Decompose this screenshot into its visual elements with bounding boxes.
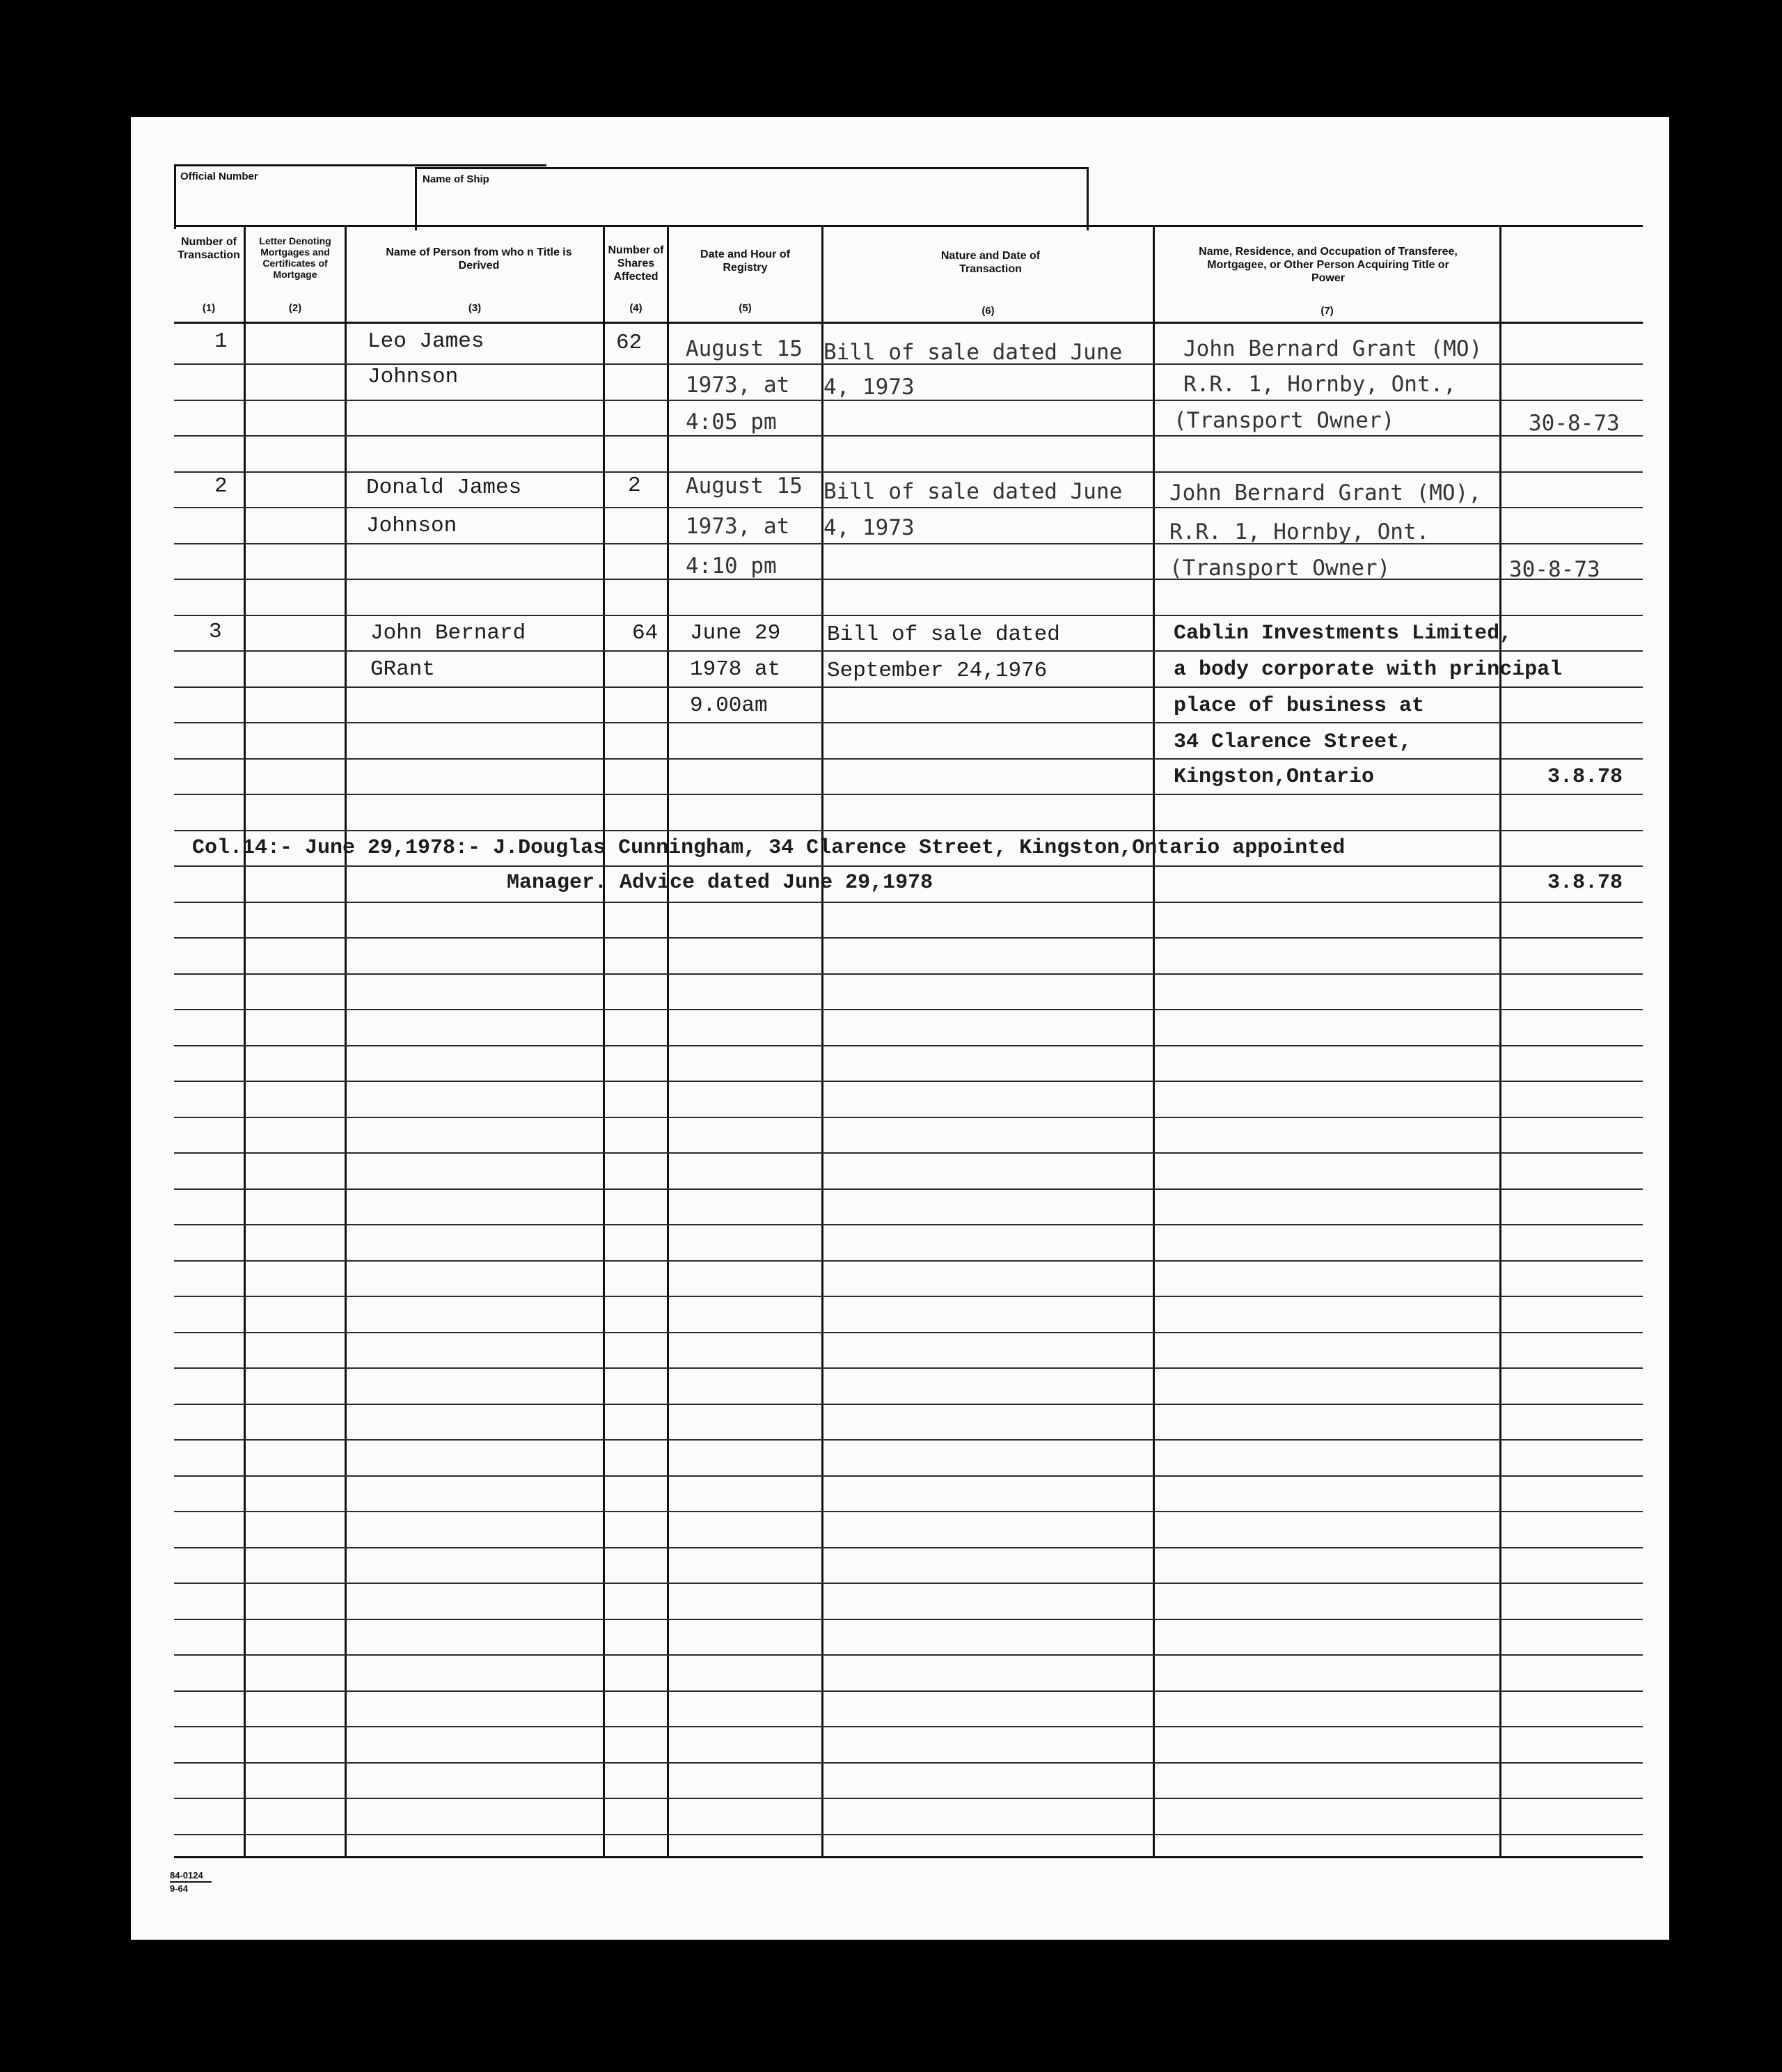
entry-2-registry-line-2: 1973, at — [686, 514, 790, 539]
ruled-line — [174, 1511, 1643, 1512]
ruled-line — [174, 471, 1643, 473]
entry-3-transferee-line-4: 34 Clarence Street, — [1174, 730, 1412, 754]
ruled-line — [174, 1726, 1643, 1727]
ruled-line — [174, 902, 1643, 903]
table-top-rule — [174, 225, 1643, 227]
entry-2-shares: 2 — [628, 473, 641, 498]
column-number-2: (2) — [288, 302, 302, 314]
entry-2-from-line-1: Donald James — [366, 476, 522, 500]
column-header-7: Name, Residence, and Occupation of Transferee, Mortgagee, or Other Person Acquiring Title or Power — [1199, 246, 1458, 284]
ruled-line — [174, 615, 1643, 616]
note-line-1: Col.14:- June 29,1978:- J.Douglas Cunningham, 34 Clarence Street, Kingston,Ontario appointed — [192, 836, 1346, 860]
register-page — [131, 117, 1669, 1940]
entry-1-registry-line-3: 4:05 pm — [686, 409, 777, 434]
ruled-line — [174, 794, 1643, 795]
ruled-line — [174, 1834, 1643, 1835]
entry-3-registry-line-3: 9.00am — [690, 693, 768, 718]
entry-3-number: 3 — [209, 620, 222, 644]
ruled-line — [174, 865, 1643, 867]
ruled-line — [174, 722, 1643, 723]
column-number-7: (7) — [1320, 305, 1334, 317]
ruled-line — [174, 1188, 1643, 1190]
ruled-line — [174, 1439, 1643, 1441]
entry-1-from-line-2: Johnson — [368, 365, 459, 389]
ruled-line — [174, 1619, 1643, 1620]
ruled-line — [174, 973, 1643, 975]
entry-3-transferee-line-2: a body corporate with principal — [1174, 658, 1563, 682]
entry-3-transferee-line-5: Kingston,Ontario — [1174, 765, 1375, 789]
ruled-line — [174, 1654, 1643, 1656]
entry-3-registry-line-1: June 29 — [690, 621, 781, 645]
col-divider-4 — [667, 225, 669, 1858]
column-number-3: (3) — [468, 302, 482, 314]
entry-1-transferee-line-2: R.R. 1, Hornby, Ont., — [1183, 372, 1456, 397]
form-number: 84-0124 9-64 — [170, 1870, 212, 1894]
entry-3-nature-line-1: Bill of sale dated — [827, 622, 1060, 647]
col-divider-5 — [821, 225, 823, 1858]
column-number-1: (1) — [202, 302, 216, 314]
ruled-line — [174, 400, 1643, 401]
entry-2-nature-line-2: 4, 1973 — [823, 515, 915, 540]
entry-1-number: 1 — [214, 329, 228, 354]
form-number-rule — [170, 1881, 212, 1883]
entry-1-nature-line-2: 4, 1973 — [823, 375, 915, 400]
ruled-line — [174, 1583, 1643, 1584]
ruled-line — [174, 1117, 1643, 1118]
entry-2-transferee-line-2: R.R. 1, Hornby, Ont. — [1169, 519, 1430, 544]
column-number-6: (6) — [981, 305, 995, 317]
entry-2-number: 2 — [214, 474, 228, 499]
col-divider-3 — [603, 225, 605, 1858]
entry-1-registry-line-2: 1973, at — [686, 372, 790, 398]
ruled-line — [174, 937, 1643, 939]
entry-3-registry-line-2: 1978 at — [690, 657, 781, 682]
ruled-line — [174, 435, 1643, 437]
entry-2-transferee-line-1: John Bernard Grant (MO), — [1169, 480, 1481, 505]
entry-3-shares: 64 — [632, 621, 659, 645]
col-divider-7 — [1499, 225, 1501, 1858]
note-init: 3.8.78 — [1547, 871, 1623, 895]
entry-1-registry-line-1: August 15 — [686, 336, 803, 361]
col-divider-2 — [345, 225, 347, 1858]
entry-2-registry-line-1: August 15 — [686, 473, 803, 499]
entry-1-shares: 62 — [616, 331, 642, 355]
col-divider-1 — [244, 225, 246, 1858]
ruled-line — [174, 1260, 1643, 1262]
column-number-5: (5) — [739, 302, 752, 314]
col-divider-6 — [1153, 225, 1155, 1858]
ruled-line — [174, 1367, 1643, 1369]
name-of-ship-label: Name of Ship — [423, 173, 489, 185]
official-number-label: Official Number — [180, 171, 258, 182]
entry-2-registry-line-3: 4:10 pm — [686, 554, 777, 579]
entry-1-nature-line-1: Bill of sale dated June — [823, 340, 1123, 365]
entry-2-from-line-2: Johnson — [366, 514, 457, 538]
entry-3-from-line-2: GRant — [370, 657, 436, 682]
table-header-rule — [174, 322, 1643, 324]
entry-1-transferee-line-3: (Transport Owner) — [1174, 408, 1395, 433]
ruled-line — [174, 507, 1643, 508]
entry-2-transferee-line-3: (Transport Owner) — [1169, 556, 1391, 581]
ruled-line — [174, 1798, 1643, 1799]
column-header-6: Nature and Date of Transaction — [940, 250, 1041, 275]
ruled-line — [174, 1081, 1643, 1082]
ruled-line — [174, 1404, 1643, 1405]
entry-3-init: 3.8.78 — [1547, 765, 1623, 789]
entry-1-init: 30-8-73 — [1529, 411, 1620, 436]
table-bottom-rule — [174, 1856, 1643, 1858]
entry-2-nature-line-1: Bill of sale dated June — [823, 479, 1123, 504]
entry-3-transferee-line-1: Cablin Investments Limited, — [1174, 622, 1513, 645]
name-of-ship-box — [415, 167, 1089, 230]
entry-1-transferee-line-1: John Bernard Grant (MO) — [1183, 336, 1483, 361]
ruled-line — [174, 1224, 1643, 1225]
ruled-line — [174, 1009, 1643, 1010]
ruled-line — [174, 1296, 1643, 1297]
ruled-line — [174, 1152, 1643, 1154]
entry-2-init: 30-8-73 — [1509, 557, 1600, 582]
entry-3-from-line-1: John Bernard — [370, 621, 526, 645]
entry-3-nature-line-2: September 24,1976 — [827, 659, 1048, 683]
ruled-line — [174, 650, 1643, 652]
column-header-4: Number of Shares Affected — [608, 244, 664, 283]
column-number-4: (4) — [629, 302, 642, 314]
column-header-1: Number of Transaction — [178, 236, 240, 261]
ruled-line — [174, 579, 1643, 580]
ruled-line — [174, 1690, 1643, 1692]
column-header-3: Name of Person from who n Title is Derived — [386, 246, 572, 272]
column-header-5: Date and Hour of Registry — [700, 249, 790, 274]
ruled-line — [174, 1762, 1643, 1764]
entry-3-transferee-line-3: place of business at — [1174, 694, 1425, 718]
ruled-line — [174, 1547, 1643, 1548]
ruled-line — [174, 758, 1643, 760]
ruled-line — [174, 686, 1643, 688]
note-line-2: Manager. Advice dated June 29,1978 — [507, 871, 933, 895]
column-header-2: Letter Denoting Mortgages and Certificates of Mortgage — [259, 235, 331, 280]
ruled-line — [174, 1045, 1643, 1046]
entry-1-from-line-1: Leo James — [368, 329, 484, 354]
ruled-line — [174, 830, 1643, 831]
ruled-line — [174, 1475, 1643, 1477]
ruled-line — [174, 1332, 1643, 1333]
